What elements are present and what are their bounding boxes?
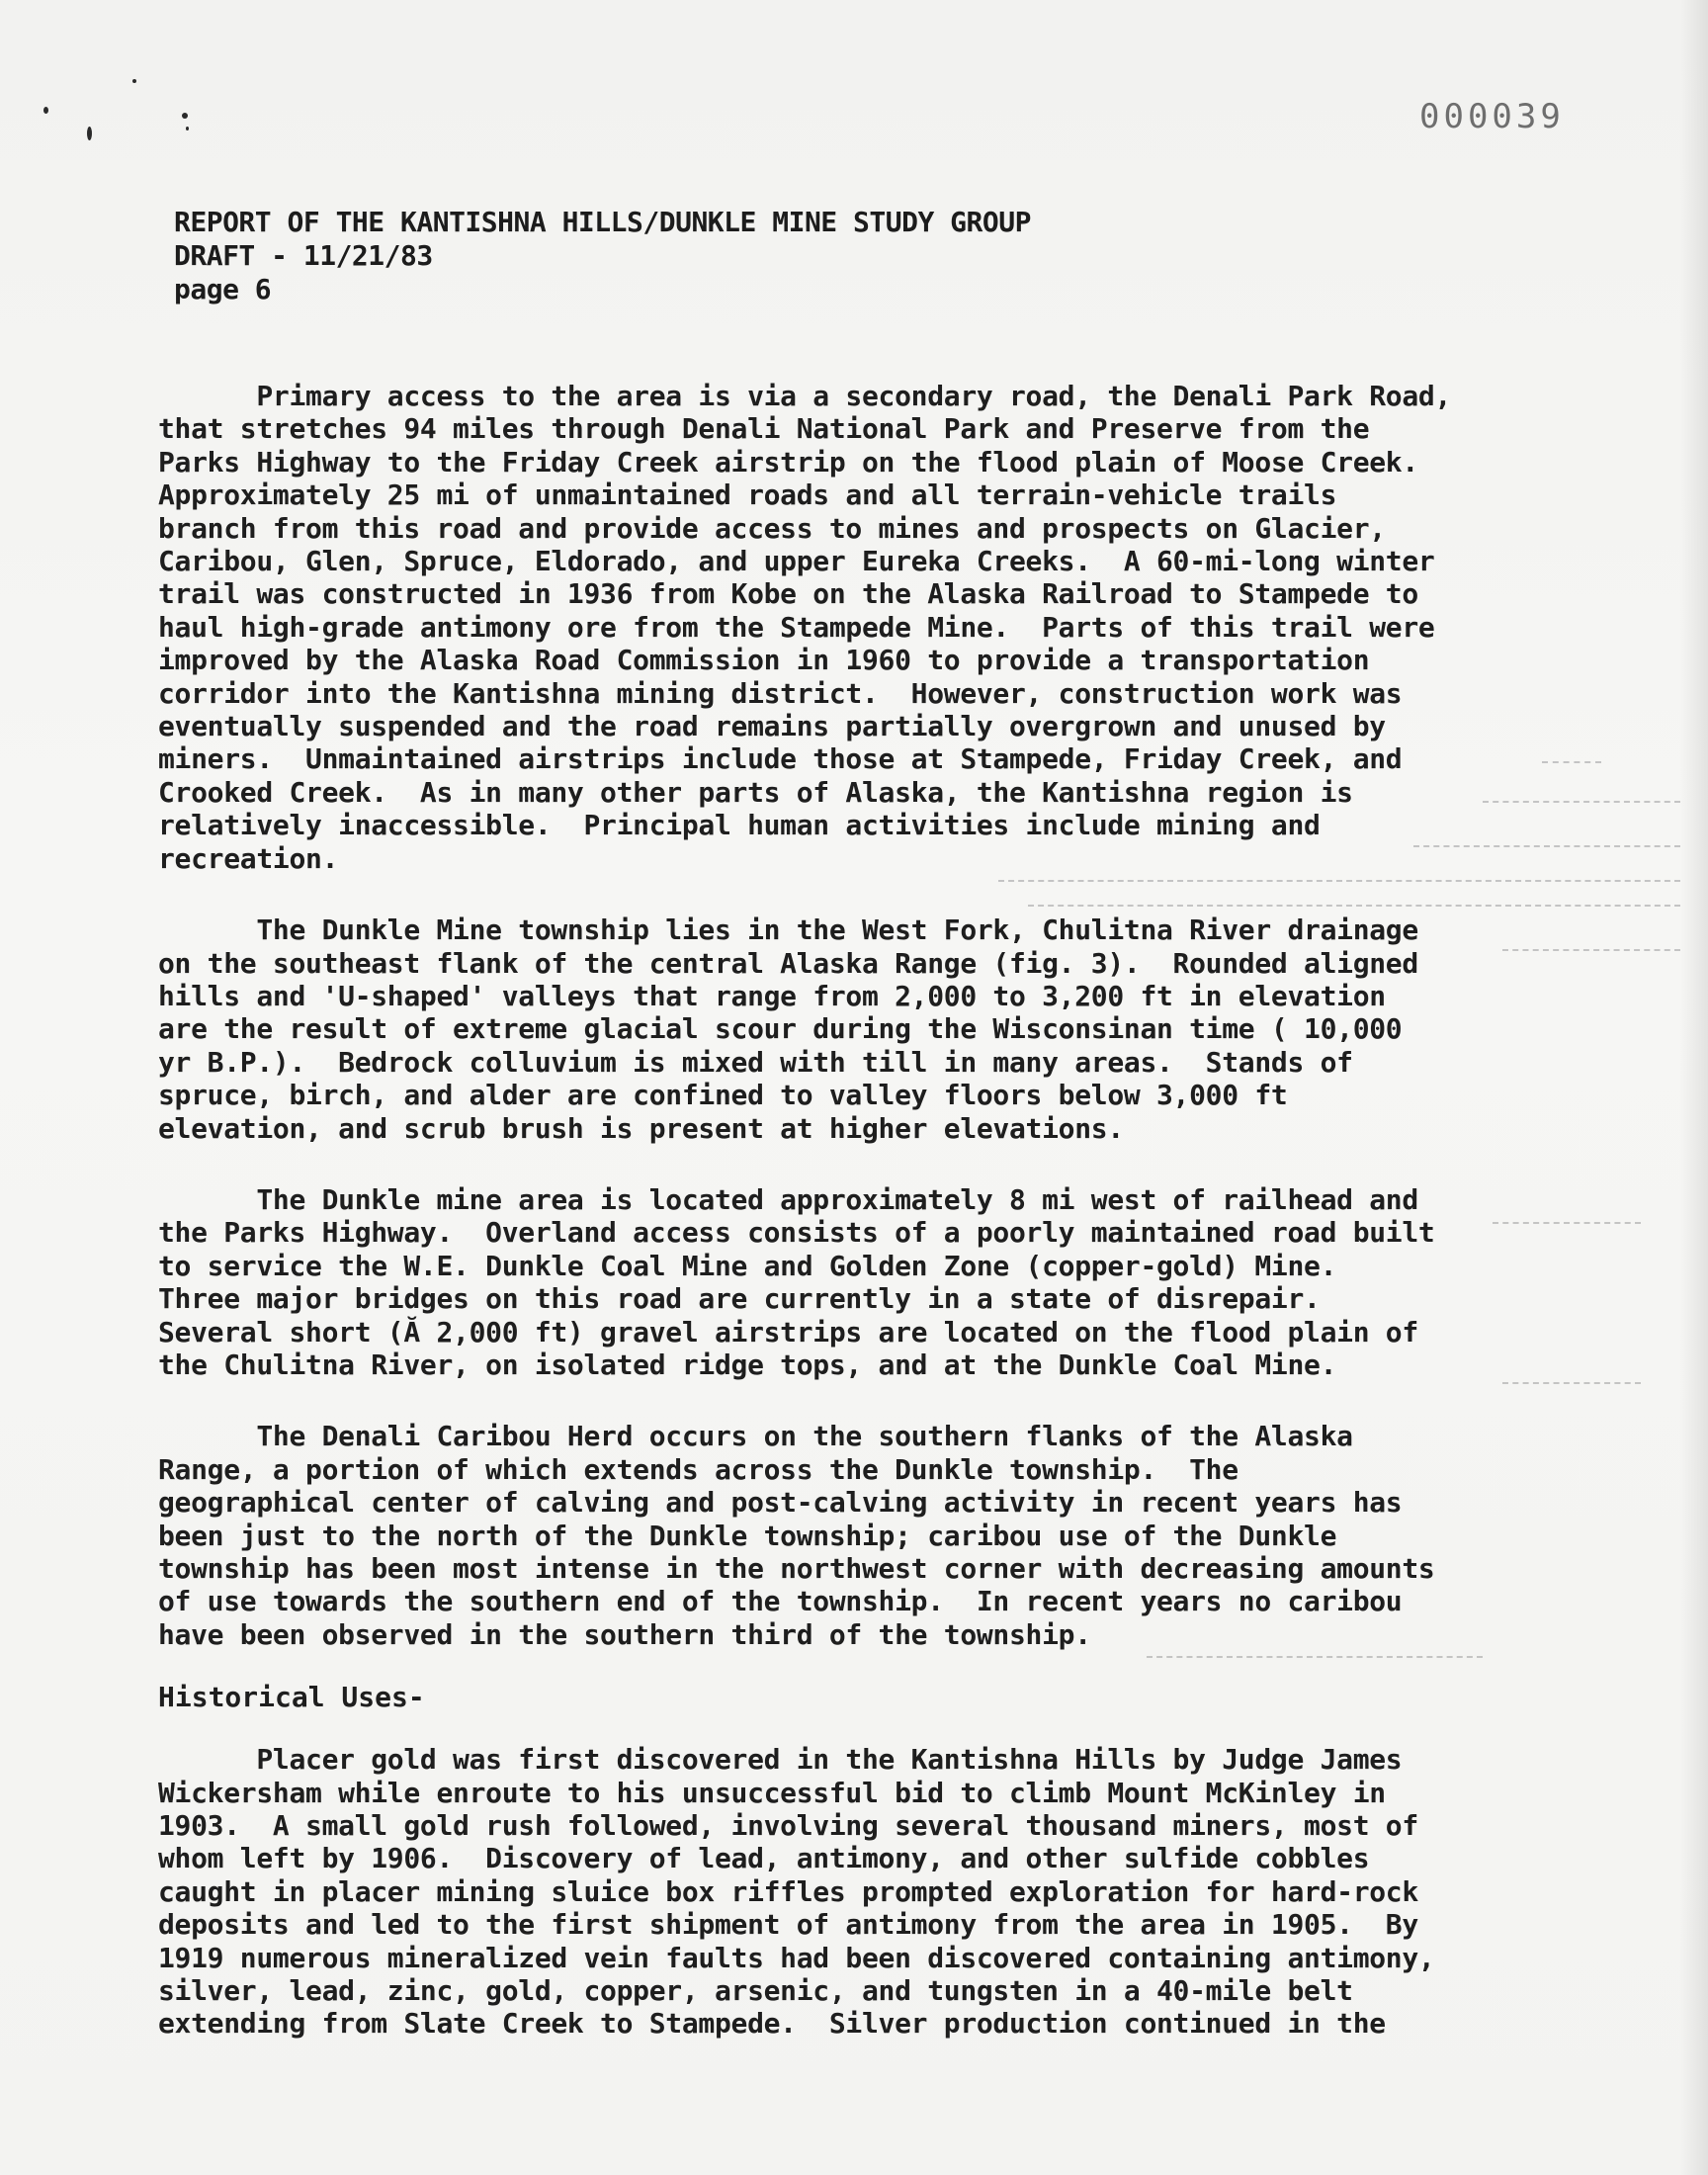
draft-date: DRAFT - 11/21/83 <box>174 239 433 272</box>
paragraph-mine-area: The Dunkle mine area is located approximately 8 mi west of railhead and the Parks Highway. Overland access consists of a poorly maintained road built to service the W.E. Dunkle Coal Mine and Golden Zone (copper-gold) Mine. Three major bridges on this road are currently in a state of disrepair. Several short (Ă 2,000 ft) gravel airstrips are located on the flood plain of the Chulitna River, on isolated ridge tops, and at the Dunkle Coal Mine. <box>158 1182 1435 1381</box>
paragraph-township: The Dunkle Mine township lies in the West Fork, Chulitna River drainage on the southeast flank of the central Alaska Range (fig. 3). Rounded aligned hills and 'U-shaped' valleys that range from 2,000 to 3,200 ft in elevation are the result of extreme glacial scour during the Wisconsinan time ( 10,000 yr B.P.). Bedrock colluvium is mixed with till in many areas. Stands of spruce, birch, and alder are confined to valley floors below 3,000 ft elevation, and scrub brush is present at higher elevations. <box>158 914 1418 1145</box>
report-body <box>158 380 1522 2041</box>
scan-speck <box>43 107 48 114</box>
scan-artifact <box>1542 761 1601 763</box>
scan-artifact <box>1502 949 1680 951</box>
scan-artifact <box>1502 1382 1641 1384</box>
report-header <box>174 206 1459 306</box>
scan-artifact <box>1483 801 1680 803</box>
scan-edge-shadow <box>1680 0 1708 2175</box>
section-heading-historical-uses: Historical Uses- <box>158 1681 425 1714</box>
paragraph-caribou: The Denali Caribou Herd occurs on the southern flanks of the Alaska Range, a portion of which extends across the Dunkle township. The geographical center of calving and post-calving activity in recent years has been just to the north of the Dunkle township; caribou use of the Dunkle township has been most intense in the northwest corner with decreasing amounts of use towards the southern end of the township. In recent years no caribou have been observed in the southern third of the township. <box>158 1420 1435 1651</box>
document-number: 000039 <box>1419 97 1565 136</box>
scan-artifact <box>1493 1222 1641 1224</box>
scan-speck <box>87 127 92 140</box>
scan-artifact <box>998 880 1680 882</box>
scan-speck <box>186 127 189 130</box>
scan-speck <box>182 113 188 119</box>
report-title: REPORT OF THE KANTISHNA HILLS/DUNKLE MINE STUDY GROUP <box>174 206 1031 238</box>
scan-artifact <box>1413 845 1680 847</box>
paragraph-access: Primary access to the area is via a secondary road, the Denali Park Road, that stretches 94 miles through Denali National Park and Preserve from the Parks Highway to the Friday Creek airstrip on the flood plain of Moose Creek. Approximately 25 mi of unmaintained roads and all terrain-vehicle trails branch from this road and provide access to mines and prospects on Glacier, Caribou, Glen, Spruce, Eldorado, and upper Eureka Creeks. A 60-mi-long winter trail was constructed in 1936 from Kobe on the Alaska Railroad to Stampede to haul high-grade antimony ore from the Stampede Mine. Parts of this trail were improved by the Alaska Road Commission in 1960 to provide a transportation corridor into the Kantishna mining district. However, construction work was eventually suspended and the road remains partially overgrown and unused by miners. Unmaintained airstrips include those at Stampede, Friday Creek, and Crooked Creek. As in many other parts of Alaska, the Kantishna region is relatively inaccessible. Principal human activities include mining and recreation. <box>158 380 1452 875</box>
scan-artifact <box>1147 1656 1483 1658</box>
scan-speck <box>132 79 136 83</box>
page-label: page 6 <box>174 273 272 305</box>
scan-artifact <box>1028 905 1680 907</box>
paragraph-historical: Placer gold was first discovered in the Kantishna Hills by Judge James Wickersham while enroute to his unsuccessful bid to climb Mount McKinley in 1903. A small gold rush followed, involving several thousand miners, most of whom left by 1906. Discovery of lead, antimony, and other sulfide cobbles caught in placer mining sluice box riffles prompted exploration for hard-rock deposits and led to the first shipment of antimony from the area in 1905. By 1919 numerous mineralized vein faults had been discovered containing antimony, silver, lead, zinc, gold, copper, arsenic, and tungsten in a 40-mile belt extending from Slate Creek to Stampede. Silver production continued in the <box>158 1743 1435 2041</box>
